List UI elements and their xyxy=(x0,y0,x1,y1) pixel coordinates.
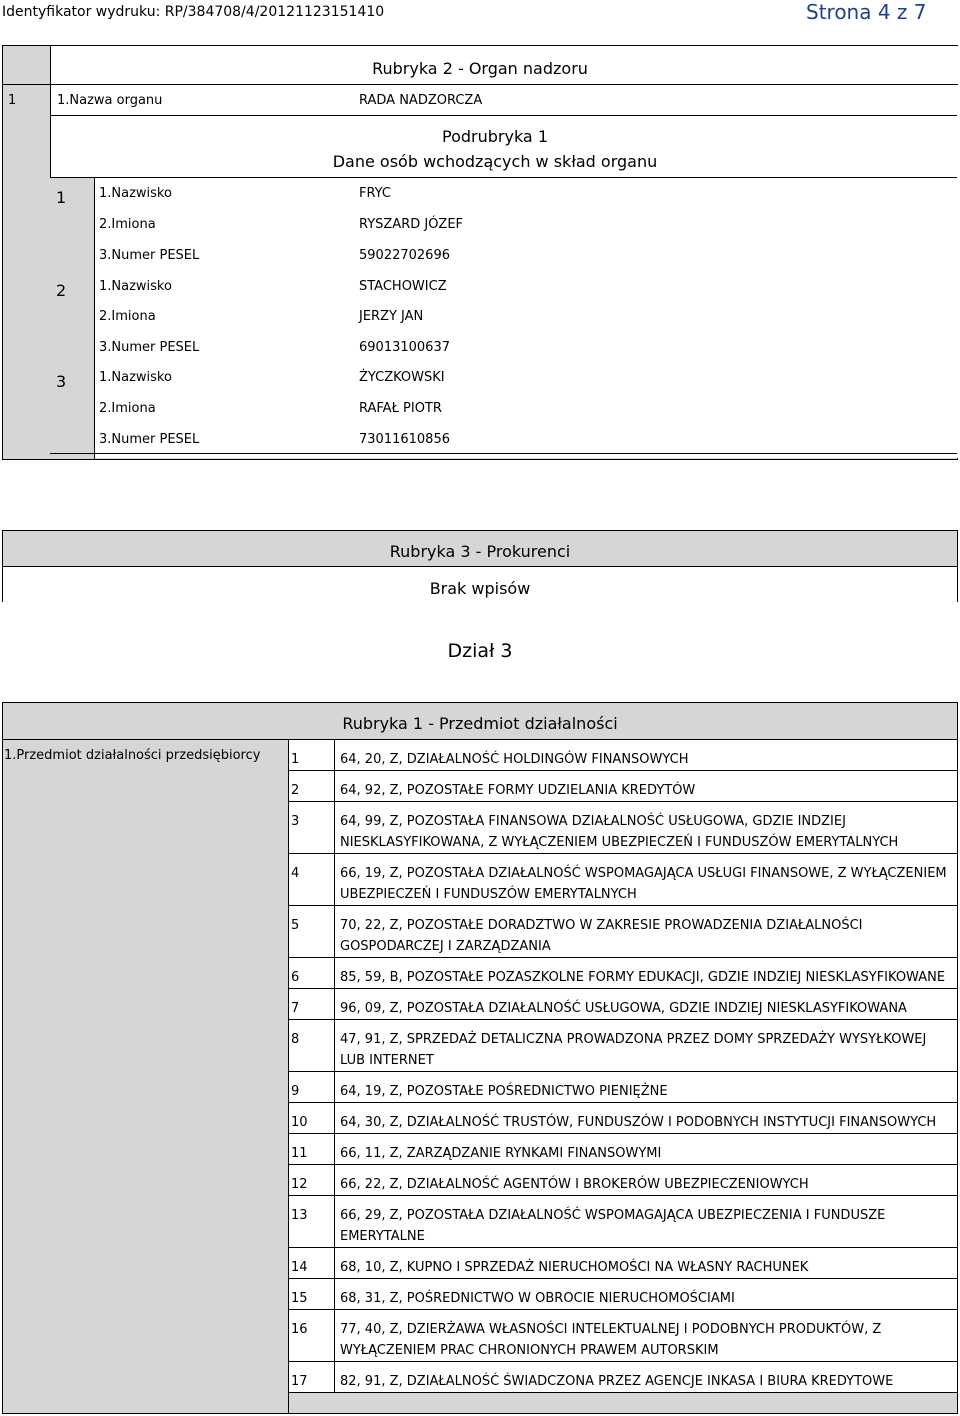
activity-number: 6 xyxy=(291,970,300,985)
activity-number: 10 xyxy=(291,1115,308,1130)
activity-text: 68, 31, Z, POŚREDNICTWO W OBROCIE NIERUCHOMOŚCIAMI xyxy=(340,1291,735,1306)
pesel-value: 73011610856 xyxy=(359,432,450,447)
activity-row xyxy=(289,771,957,802)
pesel-value: 69013100637 xyxy=(359,340,450,355)
names-label: 2.Imiona xyxy=(99,217,156,232)
surname-label: 1.Nazwisko xyxy=(99,370,172,385)
person-index-column xyxy=(50,178,95,459)
activity-text: 47, 91, Z, SPRZEDAŻ DETALICZNA PROWADZONA PRZEZ DOMY SPRZEDAŻY WYSYŁKOWEJ LUB INTERNET xyxy=(340,1032,927,1068)
activity-row xyxy=(289,906,957,958)
activity-number: 13 xyxy=(291,1208,308,1223)
activity-number: 1 xyxy=(291,752,300,767)
organ-name-label: 1.Nazwa organu xyxy=(57,93,163,108)
activity-text: 64, 99, Z, POZOSTAŁA FINANSOWA DZIAŁALNOŚĆ USŁUGOWA, GDZIE INDZIEJ NIESKLASYFIKOWANA, Z WYŁĄCZENIEM UBEZPIECZEŃ I FUNDUSZÓW EMERYTALNYCH xyxy=(340,814,899,850)
activity-row xyxy=(289,1020,957,1072)
activity-text: 66, 29, Z, POZOSTAŁA DZIAŁALNOŚĆ WSPOMAGAJĄCA UBEZPIECZENIA I FUNDUSZE EMERYTALNE xyxy=(340,1208,886,1244)
activity-text: 70, 22, Z, POZOSTAŁE DORADZTWO W ZAKRESIE PROWADZENIA DZIAŁALNOŚCI GOSPODARCZEJ I ZARZĄDZANIA xyxy=(340,918,863,954)
activity-row xyxy=(289,1310,957,1362)
surname-label: 1.Nazwisko xyxy=(99,279,172,294)
surname-label: 1.Nazwisko xyxy=(99,186,172,201)
activity-number: 4 xyxy=(291,866,300,881)
activity-label: 1.Przedmiot działalności przedsiębiorcy xyxy=(4,748,261,763)
activity-row xyxy=(289,1165,957,1196)
activity-number: 17 xyxy=(291,1374,308,1389)
activity-text: 68, 10, Z, KUPNO I SPRZEDAŻ NIERUCHOMOŚCI NA WŁASNY RACHUNEK xyxy=(340,1260,809,1275)
activity-number: 2 xyxy=(291,783,300,798)
activity-number: 9 xyxy=(291,1084,300,1099)
dzial3-title: Dział 3 xyxy=(447,640,513,662)
activity-row xyxy=(289,854,957,906)
activity-row xyxy=(289,958,957,989)
activity-text: 77, 40, Z, DZIERŻAWA WŁASNOŚCI INTELEKTUALNEJ I PODOBNYCH PRODUKTÓW, Z WYŁĄCZENIEM PRAC CHRONIONYCH PRAWEM AUTORSKIM xyxy=(340,1322,882,1358)
activity-text: 64, 30, Z, DZIAŁALNOŚĆ TRUSTÓW, FUNDUSZÓW I PODOBNYCH INSTYTUCJI FINANSOWYCH xyxy=(340,1115,937,1130)
pesel-label: 3.Numer PESEL xyxy=(99,432,200,447)
activity-text: 66, 19, Z, POZOSTAŁA DZIAŁALNOŚĆ WSPOMAGAJĄCA USŁUGI FINANSOWE, Z WYŁĄCZENIEM UBEZPIECZEŃ I FUNDUSZÓW EMERYTALNYCH xyxy=(340,866,947,902)
surname-value: STACHOWICZ xyxy=(359,279,447,294)
activity-text: 64, 20, Z, DZIAŁALNOŚĆ HOLDINGÓW FINANSOWYCH xyxy=(340,752,689,767)
activity-row xyxy=(289,1362,957,1393)
activity-text: 64, 92, Z, POZOSTAŁE FORMY UDZIELANIA KREDYTÓW xyxy=(340,783,696,798)
activity-text: 66, 22, Z, DZIAŁALNOŚĆ AGENTÓW I BROKERÓW UBEZPIECZENIOWYCH xyxy=(340,1177,809,1192)
print-identifier: Identyfikator wydruku: RP/384708/4/20121123151410 xyxy=(2,4,385,20)
activity-number: 12 xyxy=(291,1177,308,1192)
organ-name-value: RADA NADZORCZA xyxy=(359,93,483,108)
activity-number: 7 xyxy=(291,1001,300,1016)
activity-text: 64, 19, Z, POZOSTAŁE POŚREDNICTWO PIENIĘŻNE xyxy=(340,1084,668,1099)
subsection-subtitle: Dane osób wchodzących w skład organu xyxy=(332,152,658,171)
person-number: 3 xyxy=(56,372,67,391)
person-number: 2 xyxy=(56,281,67,300)
activity-number: 14 xyxy=(291,1260,308,1275)
rubryka2-title: Rubryka 2 - Organ nadzoru xyxy=(372,59,588,78)
pesel-value: 59022702696 xyxy=(359,248,450,263)
activity-row xyxy=(289,1196,957,1248)
subsection-title: Podrubryka 1 xyxy=(442,127,548,146)
names-value: RAFAŁ PIOTR xyxy=(359,401,442,416)
rubryka1-title: Rubryka 1 - Przedmiot działalności xyxy=(342,714,618,733)
activity-number: 5 xyxy=(291,918,300,933)
surname-value: ŻYCZKOWSKI xyxy=(359,370,445,385)
activity-row xyxy=(289,1134,957,1165)
activity-number: 3 xyxy=(291,814,300,829)
pesel-label: 3.Numer PESEL xyxy=(99,340,200,355)
activity-number: 8 xyxy=(291,1032,300,1047)
names-label: 2.Imiona xyxy=(99,401,156,416)
activity-text: 85, 59, B, POZOSTAŁE POZASZKOLNE FORMY EDUKACJI, GDZIE INDZIEJ NIESKLASYFIKOWANE xyxy=(340,970,946,985)
pesel-label: 3.Numer PESEL xyxy=(99,248,200,263)
activity-row xyxy=(289,1248,957,1279)
names-value: JERZY JAN xyxy=(359,309,424,324)
names-label: 2.Imiona xyxy=(99,309,156,324)
activity-number: 16 xyxy=(291,1322,308,1337)
activity-text: 96, 09, Z, POZOSTAŁA DZIAŁALNOŚĆ USŁUGOWA, GDZIE INDZIEJ NIESKLASYFIKOWANA xyxy=(340,1001,907,1016)
surname-value: FRYC xyxy=(359,186,391,201)
activity-number: 11 xyxy=(291,1146,308,1161)
activity-row xyxy=(289,1103,957,1134)
page-number: Strona 4 z 7 xyxy=(806,0,927,24)
person-number: 1 xyxy=(56,188,67,207)
activity-row xyxy=(289,740,957,771)
activity-row xyxy=(289,1279,957,1310)
activity-row xyxy=(289,989,957,1020)
rubryka3-title: Rubryka 3 - Prokurenci xyxy=(389,542,571,561)
names-value: RYSZARD JÓZEF xyxy=(359,217,464,232)
activity-text: 66, 11, Z, ZARZĄDZANIE RYNKAMI FINANSOWYMI xyxy=(340,1146,662,1161)
activity-row xyxy=(289,1072,957,1103)
row-number: 1 xyxy=(8,93,17,108)
activity-text: 82, 91, Z, DZIAŁALNOŚĆ ŚWIADCZONA PRZEZ AGENCJE INKASA I BIURA KREDYTOWE xyxy=(340,1374,894,1389)
activity-row xyxy=(289,802,957,854)
rubryka3-empty: Brak wpisów xyxy=(429,579,531,598)
activity-number: 15 xyxy=(291,1291,308,1306)
